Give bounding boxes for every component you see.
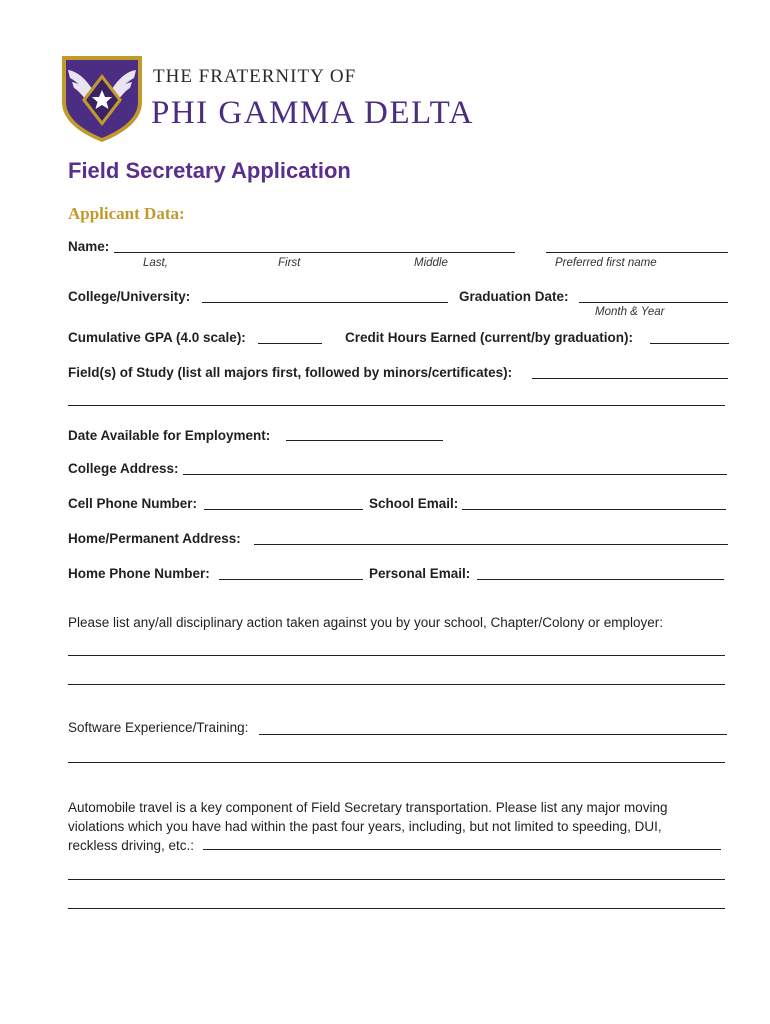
cell-phone-field-line[interactable]	[204, 509, 363, 510]
home-phone-label: Home Phone Number:	[68, 566, 210, 581]
software-experience-label: Software Experience/Training:	[68, 720, 249, 735]
name-hint-middle: Middle	[414, 257, 448, 269]
school-email-field-line[interactable]	[462, 509, 726, 510]
automobile-field-line-1[interactable]	[203, 849, 721, 850]
home-address-label: Home/Permanent Address:	[68, 531, 241, 546]
date-available-field-line[interactable]	[286, 440, 443, 441]
software-experience-field-line-2[interactable]	[68, 762, 725, 763]
college-label: College/University:	[68, 289, 191, 304]
graduation-date-label: Graduation Date:	[459, 289, 569, 304]
personal-email-label: Personal Email:	[369, 566, 471, 581]
name-hint-last: Last,	[143, 257, 168, 269]
college-field-line[interactable]	[202, 302, 448, 303]
automobile-prompt-line-3: reckless driving, etc.:	[68, 838, 195, 853]
org-prefix-text: THE FRATERNITY OF	[153, 66, 357, 87]
automobile-field-line-3[interactable]	[68, 908, 725, 909]
section-title-applicant-data: Applicant Data:	[68, 204, 185, 223]
preferred-name-hint: Preferred first name	[555, 257, 657, 269]
name-hint-first: First	[278, 257, 301, 269]
graduation-date-hint: Month & Year	[595, 306, 665, 318]
date-available-label: Date Available for Employment:	[68, 428, 271, 443]
form-title: Field Secretary Application	[68, 158, 351, 183]
home-address-field-line[interactable]	[254, 544, 728, 545]
automobile-prompt-line-2: violations which you have had within the past four years, including, but not limited to speeding, DUI,	[68, 819, 662, 834]
name-label: Name:	[68, 239, 110, 254]
cell-phone-label: Cell Phone Number:	[68, 496, 198, 511]
gpa-field-line[interactable]	[258, 343, 322, 344]
credit-hours-label: Credit Hours Earned (current/by graduation):	[345, 330, 634, 345]
automobile-prompt-line-1: Automobile travel is a key component of Field Secretary transportation. Please list any major moving	[68, 800, 668, 815]
disciplinary-field-line-2[interactable]	[68, 684, 725, 685]
personal-email-field-line[interactable]	[477, 579, 724, 580]
fields-of-study-field-line[interactable]	[532, 378, 728, 379]
college-address-label: College Address:	[68, 461, 179, 476]
disciplinary-prompt: Please list any/all disciplinary action taken against you by your school, Chapter/Colony or employer:	[68, 615, 664, 630]
automobile-field-line-2[interactable]	[68, 879, 725, 880]
automobile-prompt	[68, 798, 708, 855]
home-phone-field-line[interactable]	[219, 579, 363, 580]
school-email-label: School Email:	[369, 496, 459, 511]
graduation-date-field-line[interactable]	[579, 302, 728, 303]
credit-hours-field-line[interactable]	[650, 343, 729, 344]
disciplinary-field-line-1[interactable]	[68, 655, 725, 656]
fields-of-study-field-line-2[interactable]	[68, 405, 725, 406]
fields-of-study-label: Field(s) of Study (list all majors first, followed by minors/certificates):	[68, 365, 513, 380]
name-field-line[interactable]	[114, 252, 515, 253]
college-address-field-line[interactable]	[183, 474, 727, 475]
software-experience-field-line-1[interactable]	[259, 734, 727, 735]
phi-gamma-delta-crest-logo	[58, 52, 146, 144]
org-name-text: PHI GAMMA DELTA	[151, 95, 474, 131]
preferred-name-field-line[interactable]	[546, 252, 728, 253]
gpa-label: Cumulative GPA (4.0 scale):	[68, 330, 246, 345]
